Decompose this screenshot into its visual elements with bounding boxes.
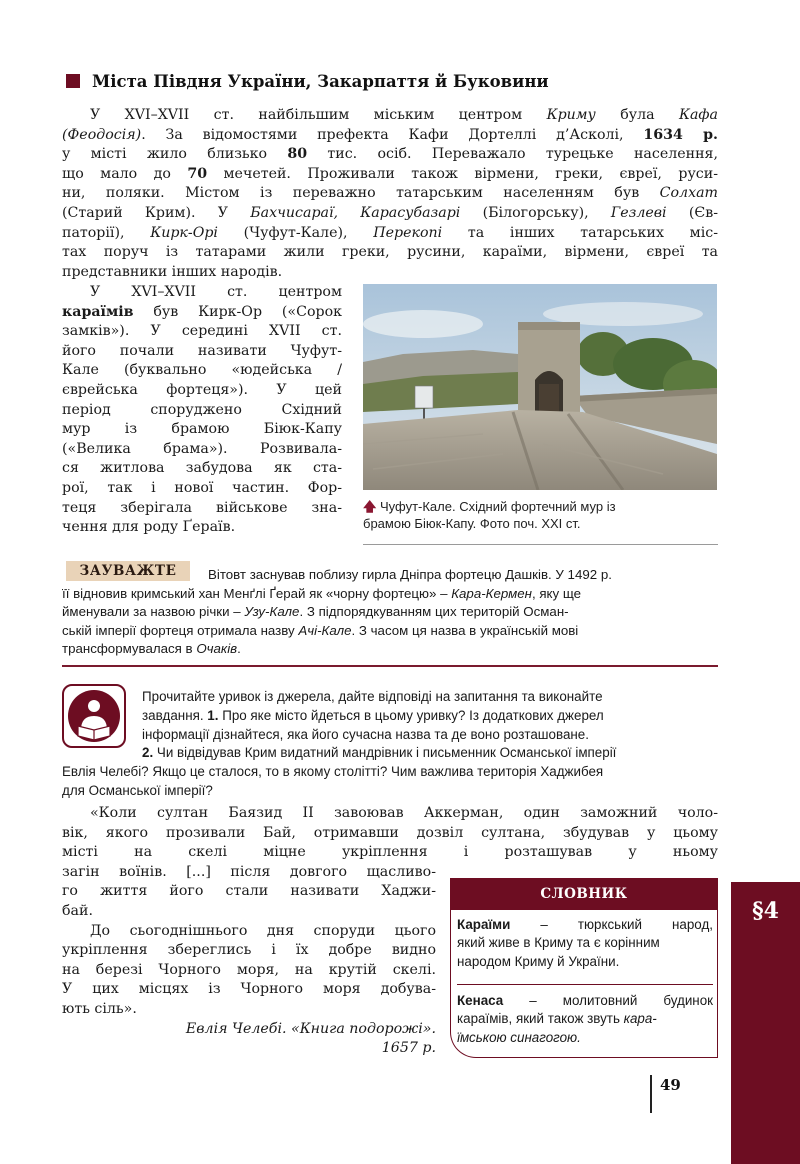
task-line-5: для Османської імперії? <box>62 782 213 798</box>
p2-line-11: теця зберігала військове зна- <box>62 499 342 516</box>
p1-line-0: У XVI–XVII ст. найбільшим міським центром Криму була Кафа <box>90 107 718 123</box>
glossary-entry1-line-0 <box>457 916 713 934</box>
quote-line-4: го життя його стали називати Хаджи- <box>62 883 436 900</box>
p1-line-4: ни, поляки. Містом із переважно татарським населенням був Солхат <box>62 185 718 202</box>
attribution-line-1: 1657 р. <box>381 1040 436 1057</box>
task-line-2: інформації дізнайтеся, яка його сучасна назва та де воно розташоване. <box>142 726 589 742</box>
task-line-3: 2. Чи відвідував Крим видатний мандрівник і письменник Османської імперії <box>142 745 617 761</box>
note-line-0: Вітовт заснував поблизу гирла Дніпра фортецю Дашків. У 1492 р. <box>208 567 612 582</box>
p2-line-0: У XVI–XVII ст. центром <box>90 284 342 300</box>
p2-line-12: чення для роду Ґераїв. <box>62 519 236 536</box>
p2-line-3: його почали називати Чуфут- <box>62 342 342 359</box>
note-divider <box>62 665 718 667</box>
glossary-entry1-line-1: який живе в Криму та є корінним <box>457 935 660 951</box>
attribution-line-0: Евлія Челебі. «Книга подорожі». <box>185 1020 436 1037</box>
chufut-kale-photo <box>363 284 717 490</box>
page-number: 49 <box>660 1076 681 1094</box>
caption-divider <box>363 544 718 545</box>
task-line-0: Прочитайте уривок із джерела, дайте відповіді на запитання та виконайте <box>142 689 603 704</box>
note-line-1: її відновив кримський хан Менґлі Ґерай як «чорну фортецю» – Кара-Кермен, яку ще <box>62 585 582 601</box>
p1-line-2: у місті жило близько 80 тис. осіб. Переважало турецьке населення, <box>62 146 718 163</box>
quote-line-5: бай. <box>62 902 93 919</box>
note-line-3: ській імперії фортеця отримала назву Ачі-Кале. З часом ця назва в українській мові <box>62 622 579 638</box>
caption-line-1: брамою Біюк-Капу. Фото поч. XXI ст. <box>363 516 581 531</box>
section-tab <box>731 882 800 1164</box>
quote-line-10: ють сіль». <box>62 1000 137 1017</box>
p2-line-8: («Велика брама»). Розвивала- <box>62 440 342 457</box>
glossary-term-kenasa: Кенаса <box>457 993 504 1008</box>
glossary-entry1-line-2: народом Криму й України. <box>457 953 620 969</box>
glossary-term-karaites: Караїми <box>457 917 511 932</box>
glossary-entry-kenasa <box>457 992 713 1047</box>
glossary-body <box>450 910 718 1058</box>
p1-line-6: паторії), Кирк-Орі (Чуфут-Кале), Перекопі та інших татарських міс- <box>62 224 718 241</box>
p2-line-5: єврейська фортеця»). У цей <box>62 381 342 398</box>
glossary-entry2-line-0 <box>457 992 713 1010</box>
p2-line-10: рої, так і нової частин. Фор- <box>62 479 342 496</box>
p1-line-1: (Феодосія). За відомостями префекта Кафи Дортеллі д’Асколі, 1634 р. <box>62 126 718 143</box>
note-label: ЗАУВАЖТЕ <box>66 561 190 581</box>
p1-line-7: тах поруч із татарами жили греки, русини, караїми, вірмени, євреї та <box>62 244 718 261</box>
photo-caption <box>363 498 719 532</box>
p2-line-4: Кале (буквально «юдейська / <box>62 362 342 379</box>
task-line-4: Евлія Челебі? Якщо це сталося, то в якому столітті? Чим важлива територія Хаджибея <box>62 764 604 780</box>
p1-line-8: представники інших народів. <box>62 263 283 280</box>
quote-line-7: укріплення збереглись і їх добре видно <box>62 942 436 959</box>
section-heading <box>66 70 726 92</box>
glossary-box <box>450 878 718 1058</box>
heading-square-icon <box>66 74 80 88</box>
p2-line-2: замків»). У середині XVII ст. <box>62 323 342 340</box>
quote-line-2: місті на скелі міцне укріплення і розташував у ньому <box>62 844 718 861</box>
glossary-entry2-line-1: караїмів, який також звуть кара- <box>457 1011 657 1027</box>
quote-line-0: «Коли султан Баязид II завоював Аккерман, один заможний чоло- <box>90 805 718 821</box>
glossary-title: СЛОВНИК <box>450 878 718 910</box>
p2-line-7: мур із брамою Біюк-Капу <box>62 421 342 438</box>
glossary-entry2-line-2: їмською синагогою. <box>457 1029 581 1045</box>
quote-line-6: До сьогоднішнього дня споруди цього <box>90 922 436 939</box>
section-tab-label: §4 <box>752 898 779 924</box>
arrow-up-icon: 🡅 <box>363 499 377 514</box>
paragraph-chufut-kale <box>62 283 342 538</box>
glossary-entry1-def-0: – тюркський народ, <box>540 917 713 932</box>
chufut-kale-photo-drawing <box>363 284 717 490</box>
quote-line-1: вік, якого прозивали Бай, отримавши дозвіл султана, збудував у цьому <box>62 824 718 841</box>
quote-line-9: У цих місцях із Чорного моря добува- <box>62 981 436 998</box>
section-title: Міста Півдня України, Закарпаття й Буковини <box>92 71 549 91</box>
p1-line-5: (Старий Крим). У Бахчисараї, Карасубазарі (Білогорську), Гезлеві (Єв- <box>62 204 718 221</box>
p2-line-6: період споруджено Східний <box>62 401 342 418</box>
quote-line-8: на березі Чорного моря, на крутій скелі. <box>62 961 436 978</box>
p2-line-9: ся житлова забудова як ста- <box>62 460 342 477</box>
quote-line-3: загін воїнів. [...] після довгого щасливо- <box>62 863 436 880</box>
p2-line-1: караїмів був Кирк-Ор («Сорок <box>62 303 342 320</box>
source-task <box>62 688 718 801</box>
paragraph-crimea-cities <box>62 106 718 282</box>
note-line-4: трансформувалася в Очаків. <box>62 641 241 657</box>
glossary-entry-karaites <box>457 916 713 971</box>
glossary-entry2-def-0: – молитовний будинок <box>529 993 713 1008</box>
p1-line-3: що мало до 70 мечетей. Проживали також вірмени, греки, євреї, руси- <box>62 165 718 182</box>
note-line-2: йменували за назвою річки – Узу-Кале. З підпорядкуванням цих територій Осман- <box>62 604 569 620</box>
glossary-divider <box>457 984 713 985</box>
caption-line-0: Чуфут-Кале. Східний фортечний мур із <box>380 499 616 514</box>
page-number-divider <box>650 1075 652 1113</box>
task-line-1: завдання. 1. Про яке місто йдеться в цьому уривку? Із додаткових джерел <box>142 707 604 723</box>
